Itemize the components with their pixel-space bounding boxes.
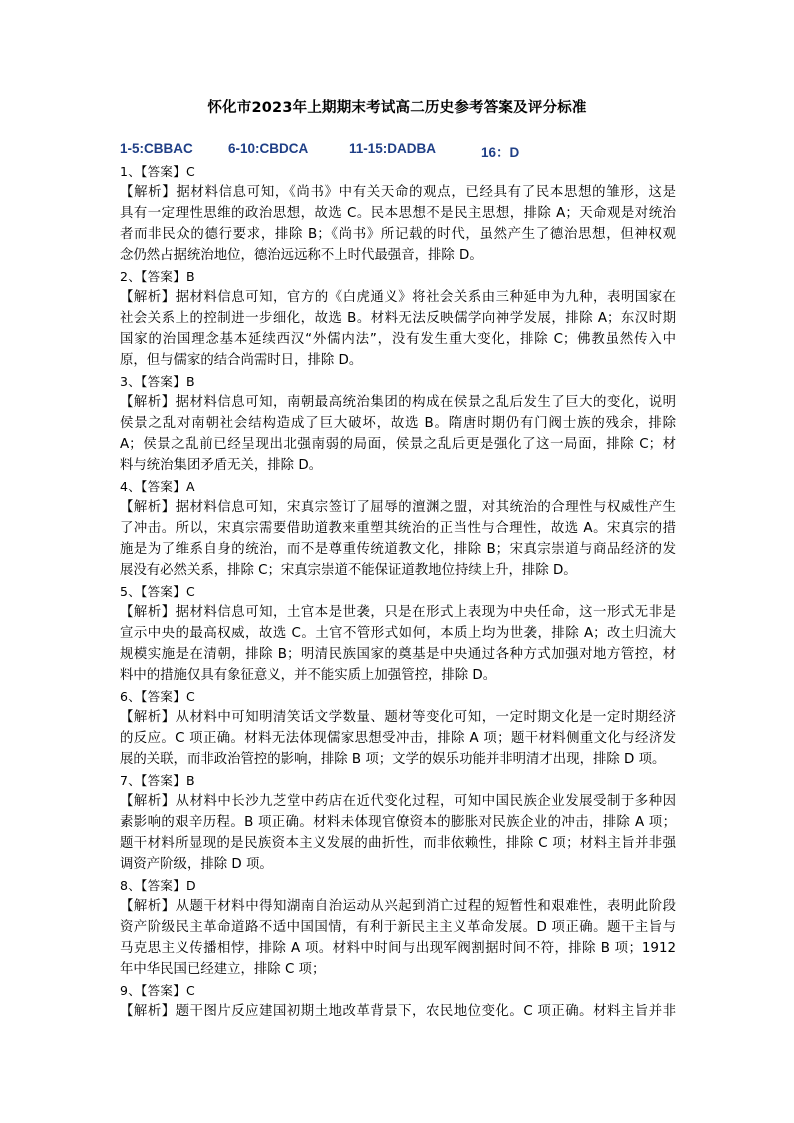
answer-heading: 9、【答案】C bbox=[120, 983, 196, 998]
explanation-line: A；侯景之乱前已经呈现出北强南弱的局面，侯景之乱后更是强化了这一局面，排除 C；材 bbox=[120, 437, 676, 452]
answer-heading: 6、【答案】C bbox=[120, 689, 196, 704]
answer-heading: 7、【答案】B bbox=[120, 773, 195, 788]
explanation-line: 【解析】从材料中长沙九芝堂中药店在近代变化过程，可知中国民族企业发展受制于多种因 bbox=[120, 794, 676, 809]
answer-key-group-2: 6-10:CBDCA bbox=[228, 141, 309, 156]
answer-heading: 8、【答案】D bbox=[120, 878, 196, 893]
explanation-line: 料中的措施仅具有象征意义，并不能实质上加强管控，排除 D。 bbox=[120, 668, 497, 683]
explanation-line: 【解析】据材料信息可知，南朝最高统治集团的构成在侯景之乱后发生了巨大的变化，说明 bbox=[120, 395, 676, 410]
explanation-line: 【解析】据材料信息可知，《尚书》中有关天命的观点，已经具有了民本思想的雏形，这是 bbox=[120, 185, 676, 200]
explanation-line: 题干材料所显现的是民族资本主义发展的曲折性，而非依赖性，排除 C 项；材料主旨并非强 bbox=[120, 836, 676, 851]
explanation-line: 者而非民众的德行要求，排除 B；《尚书》所记载的时代，虽然产生了德治思想，但神权观 bbox=[120, 227, 676, 242]
explanation-line: 社会关系上的控制进一步细化，故选 B。材料无法反映儒学向神学发展，排除 A；东汉时期 bbox=[120, 311, 676, 326]
explanation-line: 原，但与儒家的结合尚需时日，排除 D。 bbox=[120, 353, 363, 368]
explanation-line: 的反应。C 项正确。材料无法体现儒家思想受冲击，排除 A 项；题干材料侧重文化与经济发 bbox=[120, 731, 676, 746]
answer-heading: 2、【答案】B bbox=[120, 269, 195, 284]
explanation-line: 规模实施是在清朝，排除 B；明清民族国家的奠基是中央通过各种方式加强对地方管控，材 bbox=[120, 647, 676, 662]
explanation-line: 马克思主义传播相悖，排除 A 项。材料中时间与出现军阀割据时间不符，排除 B 项；1912 bbox=[120, 941, 676, 956]
explanation-line: 国家的治国理念基本延续西汉“外儒内法”，没有发生重大变化，排除 C；佛教虽然传入中 bbox=[120, 332, 676, 347]
explanation-line: 施是为了维系自身的统治，而不是尊重传统道教文化，排除 B；宋真宗崇道与商品经济的发 bbox=[120, 542, 676, 557]
explanation-line: 料与统治集团矛盾无关，排除 D。 bbox=[120, 458, 323, 473]
answer-heading: 4、【答案】A bbox=[120, 479, 195, 494]
explanation-line: 念仍然占据统治地位，德治远远称不上时代最强音，排除 D。 bbox=[120, 248, 483, 263]
explanation-line: 宣示中央的最高权威，故选 C。土官不管形式如何，本质上均为世袭，排除 A；改土归流大 bbox=[120, 626, 676, 641]
explanation-line: 【解析】从材料中可知明清笑话文学数量、题材等变化可知，一定时期文化是一定时期经济 bbox=[120, 710, 676, 725]
answer-heading: 1、【答案】C bbox=[120, 164, 196, 179]
explanation-line: 了冲击。所以，宋真宗需要借助道教来重塑其统治的正当性与合理性，故选 A。宋真宗的措 bbox=[120, 521, 676, 536]
answer-heading: 3、【答案】B bbox=[120, 374, 195, 389]
explanation-line: 调资产阶级，排除 D 项。 bbox=[120, 857, 273, 872]
explanation-line: 【解析】题干图片反应建国初期土地改革背景下，农民地位变化。C 项正确。材料主旨并非 bbox=[120, 1004, 676, 1019]
answer-heading: 5、【答案】C bbox=[120, 584, 196, 599]
answer-explanations bbox=[120, 161, 676, 1022]
explanation-line: 素影响的艰辛历程。B 项正确。材料未体现官僚资本的膨胀对民族企业的冲击，排除 A 项； bbox=[120, 815, 676, 830]
page-title: 怀化市2023年上期期末考试高二历史参考答案及评分标准 bbox=[207, 100, 587, 116]
explanation-line: 展没有必然关系，排除 C；宋真宗崇道不能保证道教地位持续上升，排除 D。 bbox=[120, 563, 577, 578]
answer-key-group-3: 11-15:DADBA bbox=[349, 141, 437, 156]
explanation-line: 【解析】从题干材料中得知湖南自治运动从兴起到消亡过程的短暂性和艰难性，表明此阶段 bbox=[120, 899, 676, 914]
explanation-line: 展的关联，而非政治管控的影响，排除 B 项；文学的娱乐功能并非明清才出现，排除 D 项。 bbox=[120, 752, 666, 767]
explanation-line: 【解析】据材料信息可知，官方的《白虎通义》将社会关系由三种延申为九种，表明国家在 bbox=[120, 290, 676, 305]
explanation-line: 【解析】据材料信息可知，土官本是世袭，只是在形式上表现为中央任命，这一形式无非是 bbox=[120, 605, 676, 620]
explanation-line: 具有一定理性思维的政治思想，故选 C。民本思想不是民主思想，排除 A；天命观是对统治 bbox=[120, 206, 676, 221]
answer-key-group-4: 16：D bbox=[481, 145, 520, 160]
explanation-line: 【解析】据材料信息可知，宋真宗签订了屈辱的澶渊之盟，对其统治的合理性与权威性产生 bbox=[120, 500, 676, 515]
explanation-line: 资产阶级民主革命道路不适中国国情，有利于新民主主义革命发展。D 项正确。题干主旨与 bbox=[120, 920, 676, 935]
answer-key-group-1: 1-5:CBBAC bbox=[120, 141, 193, 156]
explanation-line: 年中华民国已经建立，排除 C 项； bbox=[120, 962, 326, 977]
explanation-line: 侯景之乱对南朝社会结构造成了巨大破坏，故选 B。隋唐时期仍有门阀士族的残余，排除 bbox=[120, 416, 676, 431]
